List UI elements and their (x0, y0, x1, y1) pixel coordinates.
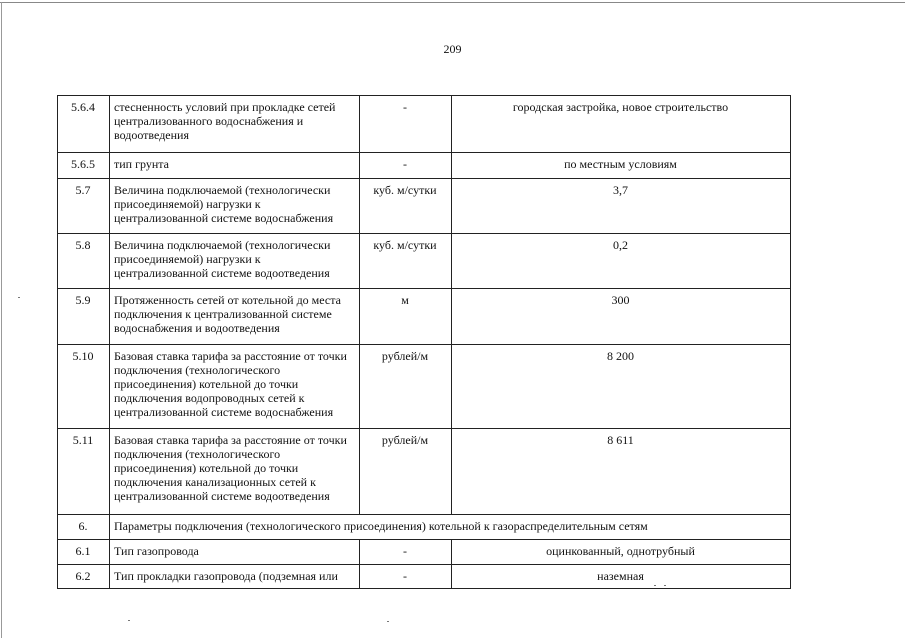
row-number: 6.2 (58, 565, 110, 589)
row-description: Тип газопровода (110, 540, 360, 565)
row-unit: - (360, 96, 452, 153)
row-value: оцинкованный, однотрубный (452, 540, 791, 565)
scan-speck (387, 621, 389, 622)
table-row (58, 234, 791, 289)
section-title: Параметры подключения (технологического присоединения) котельной к газораспределительным сетям (110, 515, 791, 540)
row-description: Величина подключаемой (технологически присоединяемой) нагрузки к централизованной системе водоотведения (110, 234, 360, 289)
scan-speck (664, 585, 666, 586)
row-number: 5.11 (58, 429, 110, 515)
table-row (58, 345, 791, 429)
table-row (58, 540, 791, 565)
table-row (58, 179, 791, 234)
page-number: 209 (443, 42, 462, 56)
table-row (58, 565, 791, 589)
row-number: 5.6.4 (58, 96, 110, 153)
row-unit: куб. м/сутки (360, 234, 452, 289)
row-unit: куб. м/сутки (360, 179, 452, 234)
row-number: 6.1 (58, 540, 110, 565)
row-number: 5.6.5 (58, 153, 110, 179)
row-unit: - (360, 153, 452, 179)
row-unit: рублей/м (360, 429, 452, 515)
row-unit: рублей/м (360, 345, 452, 429)
row-unit: м (360, 289, 452, 345)
table-row (58, 429, 791, 515)
scan-speck (654, 585, 656, 586)
row-value: 3,7 (452, 179, 791, 234)
row-description: стесненность условий при прокладке сетей централизованного водоснабжения и водоотведения (110, 96, 360, 153)
row-number: 5.8 (58, 234, 110, 289)
row-description: тип грунта (110, 153, 360, 179)
row-value: городская застройка, новое строительство (452, 96, 791, 153)
scan-speck (128, 620, 130, 621)
row-value: 8 611 (452, 429, 791, 515)
row-description: Протяженность сетей от котельной до места подключения к централизованной системе водоснабжения и водоотведения (110, 289, 360, 345)
table-row (58, 289, 791, 345)
row-value: по местным условиям (452, 153, 791, 179)
row-value: 0,2 (452, 234, 791, 289)
row-description: Величина подключаемой (технологически присоединяемой) нагрузки к централизованной системе водоснабжения (110, 179, 360, 234)
page-border-top (0, 2, 905, 3)
row-description: Тип прокладки газопровода (подземная или (110, 565, 360, 589)
section-number: 6. (58, 515, 110, 540)
row-description: Базовая ставка тарифа за расстояние от точки подключения (технологического присоединения) котельной до точки подключения канализационных сетей к централизованной системе водоотведения (110, 429, 360, 515)
table-row (58, 96, 791, 153)
row-description: Базовая ставка тарифа за расстояние от точки подключения (технологического присоединения) котельной до точки подключения водопроводных сетей к централизованной системе водоснабжения (110, 345, 360, 429)
row-value: 300 (452, 289, 791, 345)
row-number: 5.7 (58, 179, 110, 234)
table-row (58, 153, 791, 179)
scan-speck (18, 297, 20, 298)
row-value: наземная (452, 565, 791, 589)
parameters-table (57, 95, 791, 589)
table-section-row (58, 515, 791, 540)
page-border-left (1, 2, 2, 638)
row-unit: - (360, 540, 452, 565)
row-unit: - (360, 565, 452, 589)
row-number: 5.10 (58, 345, 110, 429)
row-value: 8 200 (452, 345, 791, 429)
row-number: 5.9 (58, 289, 110, 345)
